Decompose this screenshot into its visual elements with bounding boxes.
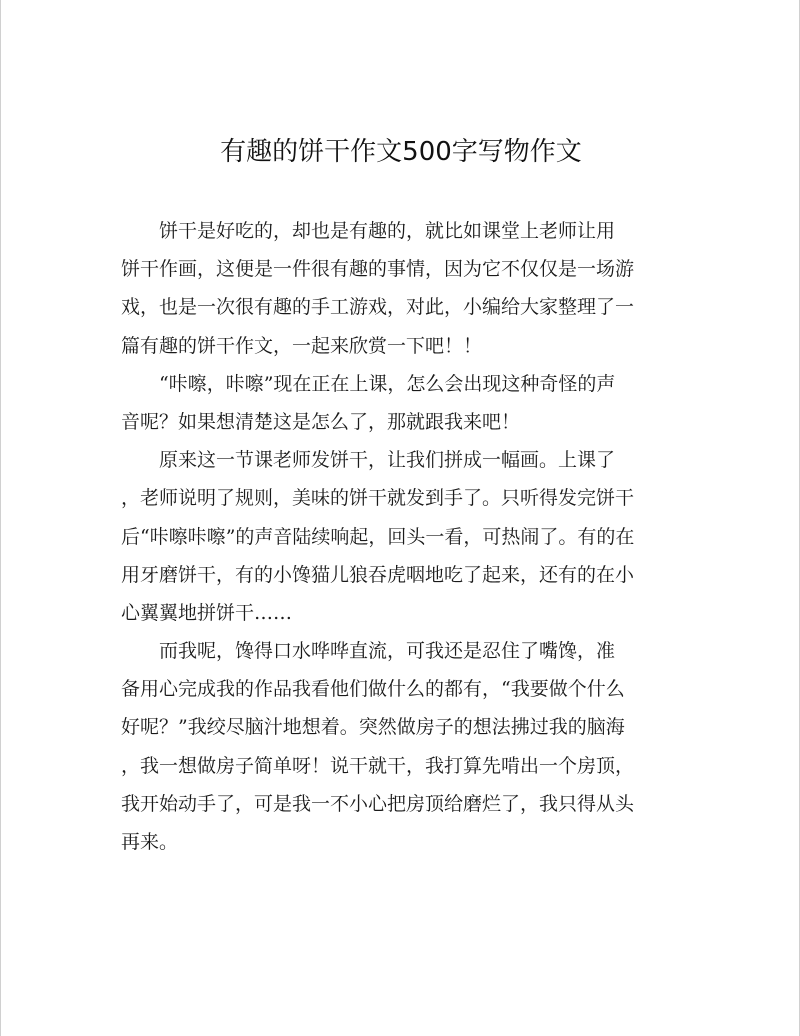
- article-body: [121, 212, 686, 861]
- text-line: 戏，也是一次很有趣的手工游戏，对此，小编给大家整理了一: [121, 296, 635, 319]
- text-line: 而我呢，馋得口水哗哗直流，可我还是忍住了嘴馋，准: [159, 640, 616, 663]
- text-line: 饼干是好吃的，却也是有趣的，就比如课堂上老师让用: [159, 220, 616, 242]
- text-line: ，我一想做房子简单呀！说干就干，我打算先啃出一个房顶，: [121, 754, 635, 777]
- text-line: 用牙磨饼干，有的小馋猫儿狼吞虎咽地吃了起来，还有的在小: [121, 563, 635, 586]
- text-line: 后“咔嚓咔嚓”的声音陆续响起，回头一看，可热闹了。有的在: [121, 525, 635, 548]
- text-line: 篇有趣的饼干作文，一起来欣赏一下吧！！: [121, 334, 483, 357]
- text-line: 心翼翼地拼饼干……: [121, 601, 293, 624]
- text-line: 好呢？”我绞尽脑汁地想着。突然做房子的想法拂过我的脑海: [121, 716, 625, 739]
- text-line: “咔嚓，咔嚓”现在正在上课，怎么会出现这种奇怪的声: [159, 372, 616, 395]
- text-line: 音呢？如果想清楚这是怎么了，那就跟我来吧！: [121, 410, 521, 433]
- document-title: 有趣的饼干作文500字写物作文: [220, 137, 582, 167]
- text-line: 再来。: [121, 831, 179, 853]
- text-line: 原来这一节课老师发饼干，让我们拼成一幅画。上课了: [159, 449, 616, 472]
- text-line: 备用心完成我的作品我看他们做什么的都有，“我要做个什么: [121, 678, 625, 701]
- text-line: 饼干作画，这便是一件很有趣的事情，因为它不仅仅是一场游: [121, 258, 635, 281]
- text-line: 我开始动手了，可是我一不小心把房顶给磨烂了，我只得从头: [121, 792, 635, 815]
- text-line: ，老师说明了规则，美味的饼干就发到手了。只听得发完饼干: [121, 487, 635, 510]
